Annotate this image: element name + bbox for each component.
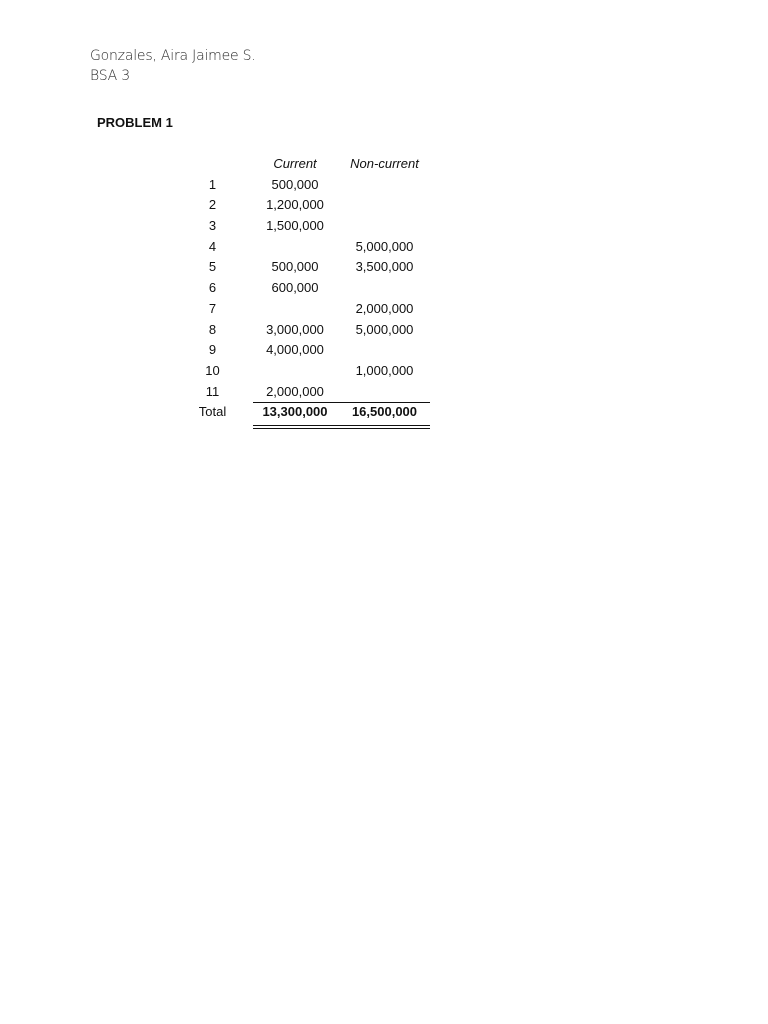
current-value: 1,200,000 bbox=[266, 197, 324, 213]
total-noncurrent: 16,500,000 bbox=[351, 404, 418, 420]
column-header-noncurrent: Non-current bbox=[350, 156, 419, 171]
current-value: 600,000 bbox=[271, 280, 319, 296]
current-value: 2,000,000 bbox=[266, 383, 324, 399]
row-number: 1 bbox=[208, 176, 217, 192]
row-number: 11 bbox=[205, 383, 220, 399]
row-number: 9 bbox=[208, 342, 217, 358]
total-label: Total bbox=[198, 404, 227, 420]
current-value: 1,500,000 bbox=[266, 218, 324, 234]
current-value: 3,000,000 bbox=[266, 321, 324, 337]
row-number: 2 bbox=[208, 197, 217, 213]
student-info bbox=[90, 46, 256, 86]
total-current: 13,300,000 bbox=[262, 404, 328, 420]
current-value: 500,000 bbox=[271, 176, 319, 192]
total-double-underline-lower bbox=[253, 428, 430, 429]
noncurrent-value: 5,000,000 bbox=[355, 321, 414, 337]
student-name: Gonzales, Aira Jaimee S. bbox=[90, 48, 256, 64]
current-value: 4,000,000 bbox=[266, 342, 324, 358]
row-number: 7 bbox=[208, 300, 217, 316]
current-value: 500,000 bbox=[271, 259, 319, 275]
noncurrent-value: 1,000,000 bbox=[355, 362, 414, 378]
row-number: 10 bbox=[205, 362, 220, 378]
noncurrent-value: 5,000,000 bbox=[355, 238, 414, 254]
row-number: 3 bbox=[208, 218, 217, 234]
column-header-current: Current bbox=[273, 156, 317, 171]
row-number: 5 bbox=[208, 259, 217, 275]
problem-title: PROBLEM 1 bbox=[97, 115, 173, 130]
noncurrent-value: 3,500,000 bbox=[355, 259, 414, 275]
row-number: 8 bbox=[208, 321, 217, 337]
student-section: BSA 3 bbox=[90, 68, 131, 84]
total-double-underline-upper bbox=[253, 425, 430, 426]
noncurrent-value: 2,000,000 bbox=[355, 300, 414, 316]
row-number: 4 bbox=[208, 238, 217, 254]
row-number: 6 bbox=[208, 280, 217, 296]
total-top-rule bbox=[253, 402, 430, 403]
